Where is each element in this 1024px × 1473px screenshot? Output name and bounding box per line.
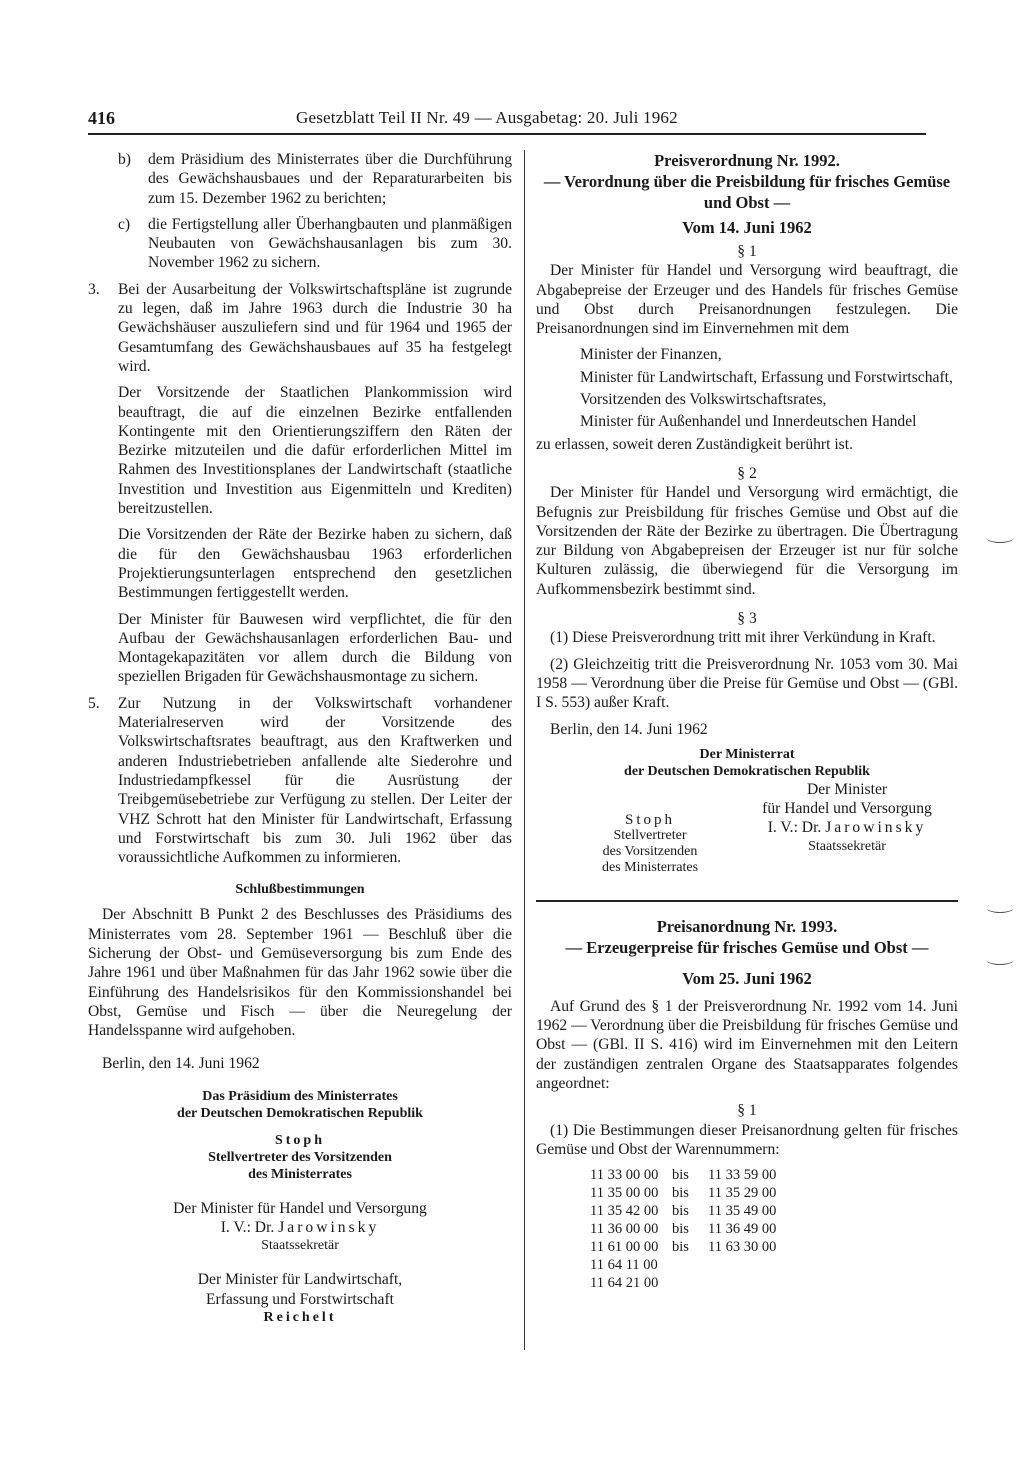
regulation-title: Preisverordnung Nr. 1992. [654,151,840,170]
margin-mark [986,902,1014,913]
paragraph: Der Abschnitt B Punkt 2 des Beschlusses des Präsidiums des Ministerrates vom 28. September 1961 — Beschluß über die Sicherung der Obst- und Gemüseversorgung bis zum Ende des Jahre 1961 und über Maßnahmen für das Jahr 1962 sowie über die Einführung des Handelsrisikos für den Kommissionshandel bei Obst, Gemüse und Fisch — über die Neuregelung der Handelsspanne wird aufgehoben. [88,906,512,1040]
code-row [590,1184,958,1202]
signatory-role: Staatssekretär [261,1238,339,1254]
page-number: 416 [88,108,115,128]
signatory-name: Stoph [274,1132,326,1148]
signatory-title: für Handel und Versorgung [762,800,932,818]
regulation-subtitle: — Verordnung über die Preisbildung für frisches Gemüse und Obst — [543,172,951,212]
signatory-prefix: I. V.: Dr. [767,819,822,837]
list-text: Bei der Ausarbeitung der Volkswirtschaftspläne ist zugrunde zu legen, daß im Jahre 1963 durch die Industrie 30 ha Gewächshäuser auszuliefern sind und für 1964 und 1965 der Gesamtumfang des Gewächshausbaues auf 35 ha festgelegt wird. [118,280,512,375]
list-label: c) [118,215,131,233]
list-item: Minister der Finanzen, [580,346,722,364]
header-title: Gesetzblatt Teil II Nr. 49 — Ausgabetag: 20. Juli 1962 [296,108,678,127]
signatory-title: Der Minister [806,780,888,798]
list-text: dem Präsidium des Ministerrates über die Durchführung des Gewächshausbaues und der Reparaturarbeiten bis zum 15. Dezember 1962 zu berichten; [148,151,512,207]
code-bis: bis [672,1185,689,1202]
code-from: 11 36 00 00 [590,1221,659,1238]
list-label: b) [118,151,131,168]
signature-block [88,1199,512,1255]
signatory-name: Stoph [624,811,675,828]
paragraph: Der Vorsitzende der Staatlichen Plankommission wird beauftragt, die auf die einzelnen Bezirke entfallenden Kontingente mit den Orientierungsziffern den Räten der Bezirke mitzuteilen und die dafür erforderlichen Mittel im Rahmen des Investitionsplanes der Landwirtschaft (staatliche Investition und Investition aus Eigenmitteln und Krediten) bereitzustellen. [118,384,512,518]
list-item: Vorsitzenden des Volkswirtschaftsrates, [580,391,827,409]
org-line: Das Präsidium des Ministerrates [202,1088,398,1104]
section-number: § 1 [737,1102,757,1120]
code-from: 11 35 00 00 [590,1185,659,1202]
org-line: der Deutschen Demokratischen Republik [624,763,870,779]
section-heading: Schlußbestimmungen [235,882,365,898]
paragraph: (2) Gleichzeitig tritt die Preisverordnung Nr. 1053 vom 30. Mai 1958 — Verordnung über die Preise für Gemüse und Obst — (GBl. I S. 553) außer Kraft. [536,655,958,712]
code-row [590,1256,958,1274]
code-to: 11 33 59 00 [708,1167,777,1184]
authority-list [536,345,958,431]
code-to: 11 36 49 00 [708,1221,777,1238]
code-from: 11 35 42 00 [590,1203,659,1220]
code-bis [672,1256,708,1274]
code-bis [672,1274,708,1292]
list-item: Minister für Außenhandel und Innerdeutschen Handel [580,413,917,431]
org-line: der Deutschen Demokratischen Republik [177,1105,423,1121]
header-rule [88,133,926,135]
code-to: 11 63 30 00 [708,1239,777,1256]
code-row [590,1238,958,1256]
list-label: 3. [88,280,100,298]
signatory-title: Der Minister für Landwirtschaft, [197,1271,403,1289]
code-row [590,1274,958,1292]
signatory-title: Der Minister für Handel und Versorgung [173,1199,427,1217]
signatory-name: Reichelt [263,1309,337,1325]
paragraph: Der Minister für Handel und Versorgung wird ermächtigt, die Befugnis zur Preisbildung für frisches Gemüse und Obst auf die Vorsitzenden der Räte der Bezirke zu übertragen. Die Übertragung zur Bildung von Abgabepreisen der Erzeuger ist nur für solche Kulturen zulässig, die überwiegend für die Versorgung im Aufkommensbezirk bestimmt sind. [536,484,958,598]
section-number: § 1 [737,243,757,260]
page-header [88,108,926,136]
list-text: die Fertigstellung aller Überhangbauten und planmäßigen Neubauten von Gewächshausanlagen bis zum 30. November 1962 zu sichern. [148,215,512,272]
signatory-role: Stellvertreter des Vorsitzenden [208,1149,392,1165]
code-to: 11 35 29 00 [708,1185,777,1202]
code-from: 11 33 00 00 [590,1167,659,1184]
code-bis: bis [672,1221,689,1238]
list-item-5 [88,694,512,868]
list-text: Zur Nutzung in der Volkswirtschaft vorhandener Materialreserven wird der Vorsitzende des Volkswirtschaftsrates beauftragt, aus den Kraftwerken und anderen Industriebetrieben anfallende alte Siederohre und Industriedampfkessel für die Ausrüstung der Treibgemüsebetriebe zur Verfügung zu stellen. Der Leiter der VHZ Schrott hat den Minister für Landwirtschaft, Erfassung und Forstwirtschaft bis zum 30. Juli 1962 über das voraussichtliche Aufkommen zu informieren. [118,694,512,867]
code-bis: bis [672,1203,689,1220]
ware-number-list [590,1166,958,1292]
list-item-3 [88,280,512,376]
list-item: Minister für Landwirtschaft, Erfassung und Forstwirtschaft, [580,368,953,386]
paragraph: (1) Diese Preisverordnung tritt mit ihrer Verkündung in Kraft. [550,629,936,647]
code-row [590,1220,958,1238]
signature-block-right [736,780,958,855]
paragraph: Der Minister für Bauwesen wird verpflichtet, die für den Aufbau der Gewächshausanlagen erforderlichen Bau- und Montagekapazitäten vor allem durch die Bildung von speziellen Brigaden für Gewächshausmontage zu sichern. [118,610,512,686]
order-subtitle: — Erzeugerpreise für frisches Gemüse und Obst — [565,937,929,957]
signatory-name: Jarowinsky [825,819,927,837]
paragraph: Der Minister für Handel und Versorgung wird beauftragt, die Abgabepreise der Erzeuger und des Handels für frisches Gemüse und Obst durch Preisanordnungen festzulegen. Die Preisanordnungen sind im Einvernehmen mit dem [536,262,958,338]
signature-block [88,1132,512,1183]
signatory-role: des Vorsitzenden [602,843,698,859]
signatory-title: Erfassung und Forstwirtschaft [206,1290,394,1308]
signatory-role: des Ministerrates [248,1166,352,1182]
list-label: 5. [88,694,100,712]
code-to: 11 35 49 00 [708,1203,777,1220]
signatory-role: Stellvertreter [613,827,687,843]
column-divider [524,150,525,1350]
left-column [88,150,512,1326]
sub-list [88,150,512,273]
paragraph: Auf Grund des § 1 der Preisverordnung Nr. 1992 vom 14. Juni 1962 — Verordnung über die Preisbildung für frisches Gemüse und Obst — (GBl. II S. 416) wird im Einvernehmen mit den Leitern der zuständigen zentralen Organe des Staatsapparates folgendes angeordnet: [536,997,958,1093]
signing-body [88,1088,512,1122]
section-number: § 3 [737,610,757,628]
signature-block [88,1270,512,1326]
place-date: Berlin, den 14. Juni 1962 [550,720,708,738]
place-date: Berlin, den 14. Juni 1962 [102,1055,260,1073]
paragraph: (1) Die Bestimmungen dieser Preisanordnung gelten für frisches Gemüse und Obst der Warennummern: [536,1121,958,1158]
section-rule [536,900,958,902]
signatory-role: des Ministerrates [601,859,699,875]
code-row [590,1166,958,1184]
right-column [536,150,958,1292]
org-line: Der Ministerrat [699,746,795,762]
list-item-c [118,215,512,273]
order-date: Vom 25. Juni 1962 [682,968,812,988]
signing-body [536,746,958,780]
signatory-name: Jarowinsky [278,1219,380,1237]
list-item-b [118,150,512,208]
code-from: 11 64 11 00 [590,1257,658,1274]
margin-mark [986,954,1014,965]
paragraph: Die Vorsitzenden der Räte der Bezirke haben zu sichern, daß die für den Gewächshausbau 1963 erforderlichen Projektierungsunterlagen entsprechend den gesetzlichen Bestimmungen fertiggestellt werden. [118,526,512,602]
signatory-prefix: I. V.: Dr. [220,1219,275,1237]
code-row [590,1202,958,1220]
code-bis: bis [672,1167,689,1184]
paragraph: zu erlassen, soweit deren Zuständigkeit berührt ist. [536,435,853,453]
code-from: 11 64 21 00 [590,1275,659,1292]
margin-mark [986,532,1014,543]
signature-area [536,780,958,884]
order-title: Preisanordnung Nr. 1993. [656,916,838,936]
signatory-role: Staatssekretär [808,838,886,854]
section-number: § 2 [737,464,757,482]
code-from: 11 61 00 00 [590,1239,659,1256]
regulation-date: Vom 14. Juni 1962 [682,218,812,237]
signature-block-left [580,812,720,876]
code-bis: bis [672,1239,689,1256]
